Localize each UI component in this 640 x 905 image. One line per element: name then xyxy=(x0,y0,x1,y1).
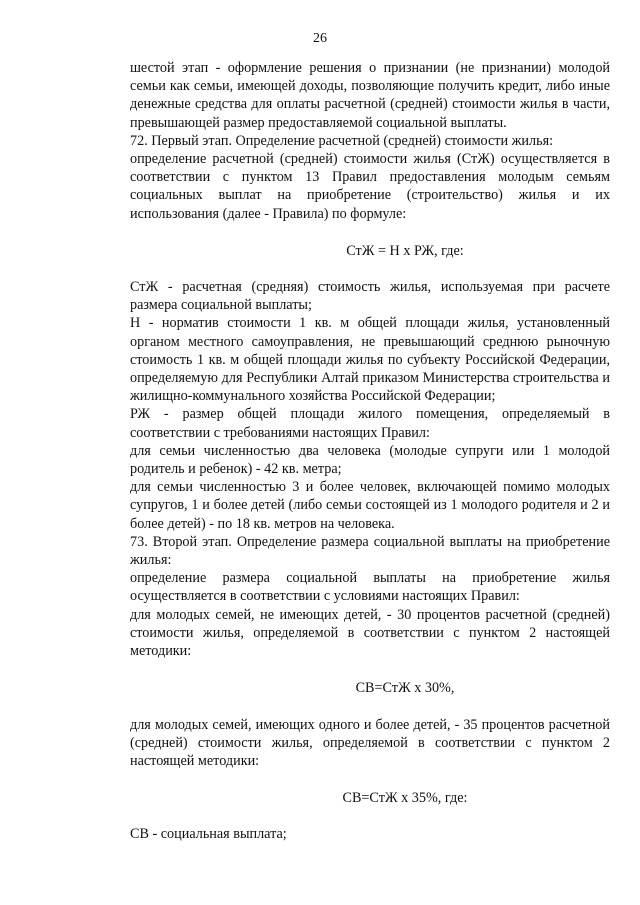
paragraph-sixth-stage: шестой этап - оформление решения о признании (не признании) молодой семьи как семьи, имеющей доходы, позволяющие получить кредит, либо иные денежные средства для оплаты расчетной (средней) стоимости жилья в части, превышающей размер предоставляемой социальной выплаты. xyxy=(130,60,610,131)
paragraph-family-three: для семьи численностью 3 и более человек, включающей помимо молодых супругов, 1 и более детей (либо семьи состоящей из 1 молодого родителя и 2 и более детей) - по 18 кв. метров на человека. xyxy=(130,479,610,532)
paragraph-73-heading: 73. Второй этап. Определение размера социальной выплаты на приобретение жилья: xyxy=(130,533,610,569)
paragraph-rzh-meaning: РЖ - размер общей площади жилого помещения, определяемый в соответствии с требованиями настоящих Правил: xyxy=(130,406,610,441)
paragraph-cost-definition: определение расчетной (средней) стоимости жилья (СтЖ) осуществляется в соответствии с пунктом 13 Правил предоставления молодым семьям социальных выплат на приобретение (строительство) жилья и их использования (далее - Правила) по формуле: xyxy=(130,151,610,222)
paragraph-family-two: для семьи численностью два человека (молодые супруги или 1 молодой родитель и ребенок) - 42 кв. метра; xyxy=(130,442,610,478)
paragraph-72-heading: 72. Первый этап. Определение расчетной (средней) стоимости жилья: xyxy=(130,132,554,149)
paragraph-no-children: для молодых семей, не имеющих детей, - 30 процентов расчетной (средней) стоимости жилья, определяемой в соответствии с пунктом 2 настоящей методики: xyxy=(130,606,610,660)
page-number: 26 xyxy=(313,31,327,46)
formula-sv-35: СВ=СтЖ х 35%, где: xyxy=(342,790,468,807)
formula-stzh: СтЖ = Н х РЖ, где: xyxy=(346,242,464,259)
paragraph-with-children: для молодых семей, имеющих одного и более детей, - 35 процентов расчетной (средней) стоимости жилья, определяемой в соответствии с пунктом 2 настоящей методики: xyxy=(130,716,610,769)
paragraph-n-meaning: Н - норматив стоимости 1 кв. м общей площади жилья, установленный органом местного самоуправления, не превышающий среднюю рыночную стоимость 1 кв. м общей площади жилья по субъекту Российской Федерации, определяемую для Республики Алтай приказом Министерства строительства и жилищно-коммунального хозяйства Российской Федерации; xyxy=(130,315,610,405)
paragraph-sv-meaning: СВ - социальная выплата; xyxy=(130,826,287,843)
paragraph-payment-definition: определение размера социальной выплаты на приобретение жилья осуществляется в соответствии с условиями настоящих Правил: xyxy=(130,570,610,605)
document-body xyxy=(130,59,610,844)
paragraph-stzh-meaning: СтЖ - расчетная (средняя) стоимость жилья, используемая при расчете размера социальной выплаты; xyxy=(130,279,610,314)
formula-sv-30: СВ=СтЖ х 30%, xyxy=(355,680,455,697)
